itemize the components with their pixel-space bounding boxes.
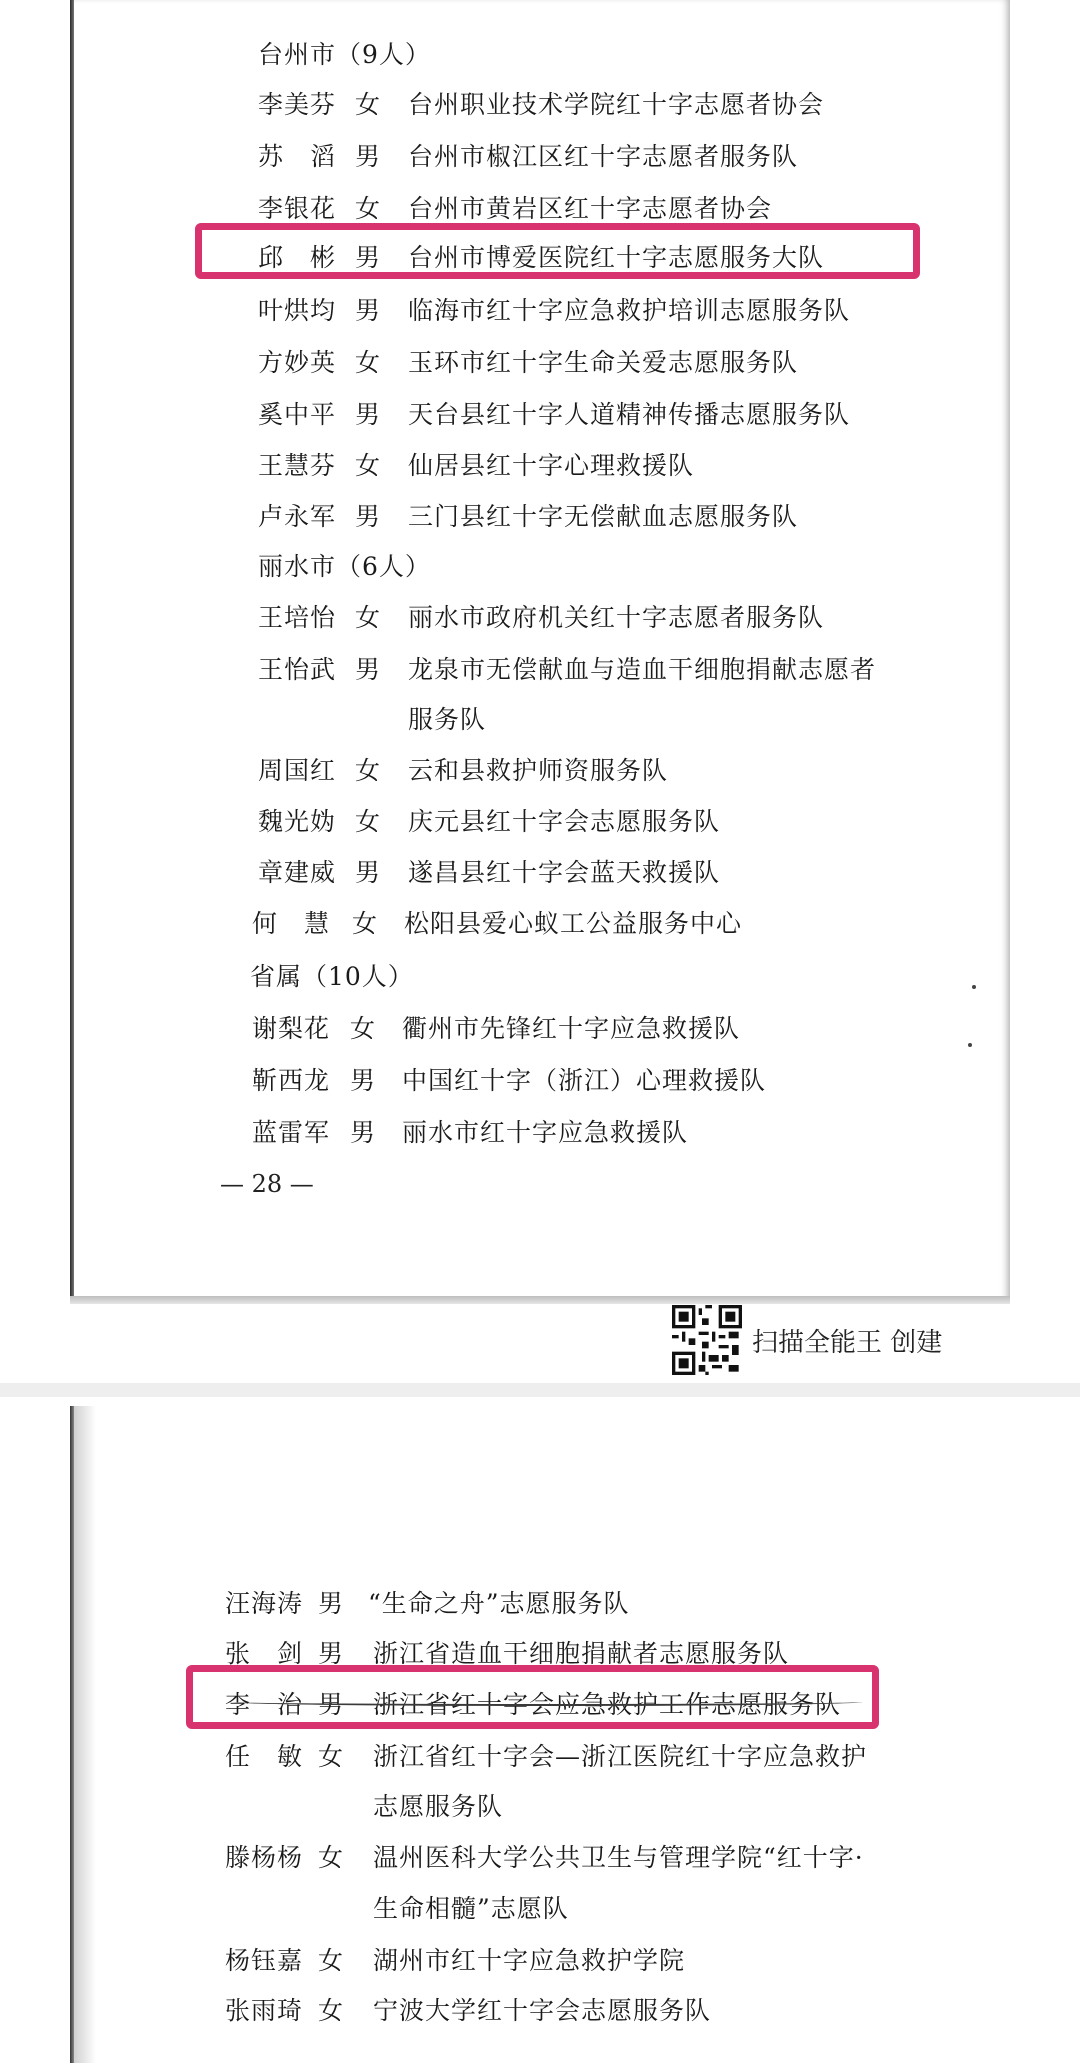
person-organization: 仙居县红十字心理救援队 xyxy=(408,451,695,480)
highlight-box xyxy=(186,1665,879,1729)
highlight-box xyxy=(195,223,920,279)
person-organization: 浙江省造血干细胞捐献者志愿服务队 xyxy=(373,1639,790,1668)
person-name: 张 剑 xyxy=(225,1639,304,1668)
person-organization: 台州职业技术学院红十字志愿者协会 xyxy=(408,90,825,119)
person-name: 奚中平 xyxy=(258,400,337,429)
person-organization: 台州市椒江区红十字志愿者服务队 xyxy=(408,142,799,171)
organization-continuation: 生命相髓”志愿队 xyxy=(373,1894,569,1923)
person-gender: 女 xyxy=(355,451,382,480)
person-name: 卢永军 xyxy=(258,502,337,531)
page-2-left-edge xyxy=(70,1406,74,2063)
person-gender: 女 xyxy=(318,1996,345,2025)
person-organization: 玉环市红十字生命关爱志愿服务队 xyxy=(408,348,799,377)
page-1-bottom-edge xyxy=(70,1296,1010,1304)
person-organization: 丽水市红十字应急救援队 xyxy=(402,1118,689,1147)
person-name: 滕杨杨 xyxy=(225,1843,304,1872)
person-gender: 男 xyxy=(355,502,382,531)
person-gender: 男 xyxy=(355,858,382,887)
person-gender: 男 xyxy=(350,1066,377,1095)
person-organization: 三门县红十字无偿献血志愿服务队 xyxy=(408,502,799,531)
person-name: 杨钰嘉 xyxy=(225,1946,304,1975)
person-organization: 衢州市先锋红十字应急救援队 xyxy=(402,1014,741,1043)
person-gender: 女 xyxy=(350,1014,377,1043)
person-gender: 女 xyxy=(355,194,382,223)
person-name: 王慧芬 xyxy=(258,451,337,480)
person-name: 谢梨花 xyxy=(252,1014,331,1043)
person-organization: 湖州市红十字应急救护学院 xyxy=(373,1946,686,1975)
person-name: 汪海涛 xyxy=(225,1589,304,1618)
person-gender: 女 xyxy=(355,756,382,785)
person-gender: 女 xyxy=(352,909,379,938)
page-number: — 28 — xyxy=(220,1170,314,1198)
person-name: 李美芬 xyxy=(258,90,337,119)
person-organization: 松阳县爱心蚁工公益服务中心 xyxy=(404,909,743,938)
person-name: 李 治 xyxy=(225,1690,304,1719)
person-name: 方妙英 xyxy=(258,348,337,377)
person-gender: 男 xyxy=(350,1118,377,1147)
organization-continuation: 服务队 xyxy=(408,705,487,734)
person-gender: 男 xyxy=(355,142,382,171)
scan-speck xyxy=(968,1043,972,1047)
page-separator xyxy=(0,1383,1080,1397)
person-organization: 中国红十字（浙江）心理救援队 xyxy=(402,1066,767,1095)
person-gender: 男 xyxy=(355,296,382,325)
person-name: 章建威 xyxy=(258,858,337,887)
person-gender: 女 xyxy=(355,807,382,836)
person-organization: 台州市博爱医院红十字志愿服务大队 xyxy=(408,243,825,272)
person-gender: 女 xyxy=(355,348,382,377)
person-gender: 女 xyxy=(355,603,382,632)
person-organization: 丽水市政府机关红十字志愿者服务队 xyxy=(408,603,825,632)
scan-speck xyxy=(972,985,976,989)
person-organization: 龙泉市无偿献血与造血干细胞捐献志愿者 xyxy=(408,655,877,684)
person-organization: 浙江省红十字会应急救护工作志愿服务队 xyxy=(373,1690,842,1719)
person-name: 何 慧 xyxy=(252,909,331,938)
page-1-left-edge xyxy=(70,0,74,1303)
person-organization: 台州市黄岩区红十字志愿者协会 xyxy=(408,194,773,223)
person-name: 王培怡 xyxy=(258,603,337,632)
person-gender: 男 xyxy=(355,400,382,429)
person-organization: 温州医科大学公共卫生与管理学院“红十字· xyxy=(373,1843,864,1872)
section-heading-lishui: 丽水市（6人） xyxy=(258,552,431,581)
person-name: 邱 彬 xyxy=(258,243,337,272)
person-name: 王怡武 xyxy=(258,655,337,684)
person-gender: 男 xyxy=(318,1639,345,1668)
qr-code-icon xyxy=(672,1305,742,1375)
person-organization: 云和县救护师资服务队 xyxy=(408,756,669,785)
person-gender: 女 xyxy=(318,1742,345,1771)
person-organization: 宁波大学红十字会志愿服务队 xyxy=(373,1996,712,2025)
person-gender: 女 xyxy=(355,90,382,119)
person-name: 张雨琦 xyxy=(225,1996,304,2025)
person-organization: 庆元县红十字会志愿服务队 xyxy=(408,807,721,836)
person-gender: 男 xyxy=(355,243,382,272)
person-name: 李银花 xyxy=(258,194,337,223)
organization-continuation: 志愿服务队 xyxy=(373,1792,504,1821)
person-gender: 女 xyxy=(318,1946,345,1975)
person-name: 魏光妫 xyxy=(258,807,337,836)
person-name: 叶烘均 xyxy=(258,296,337,325)
person-organization: “生命之舟”志愿服务队 xyxy=(368,1589,630,1618)
person-name: 蓝雷军 xyxy=(252,1118,331,1147)
person-name: 靳西龙 xyxy=(252,1066,331,1095)
person-organization: 临海市红十字应急救护培训志愿服务队 xyxy=(408,296,851,325)
person-name: 周国红 xyxy=(258,756,337,785)
section-heading-taizhou: 台州市（9人） xyxy=(258,40,431,69)
section-heading-provincial: 省属（10人） xyxy=(250,962,414,991)
person-gender: 女 xyxy=(318,1843,345,1872)
person-gender: 男 xyxy=(355,655,382,684)
scanner-watermark-label: 扫描全能王 创建 xyxy=(752,1328,943,1358)
person-gender: 男 xyxy=(318,1589,345,1618)
person-organization: 遂昌县红十字会蓝天救援队 xyxy=(408,858,721,887)
person-gender: 男 xyxy=(318,1690,345,1719)
person-organization: 天台县红十字人道精神传播志愿服务队 xyxy=(408,400,851,429)
page-2-fold-shadow xyxy=(74,1406,96,2063)
person-organization: 浙江省红十字会—浙江医院红十字应急救护 xyxy=(373,1742,868,1771)
person-name: 苏 滔 xyxy=(258,142,337,171)
person-name: 任 敏 xyxy=(225,1742,304,1771)
